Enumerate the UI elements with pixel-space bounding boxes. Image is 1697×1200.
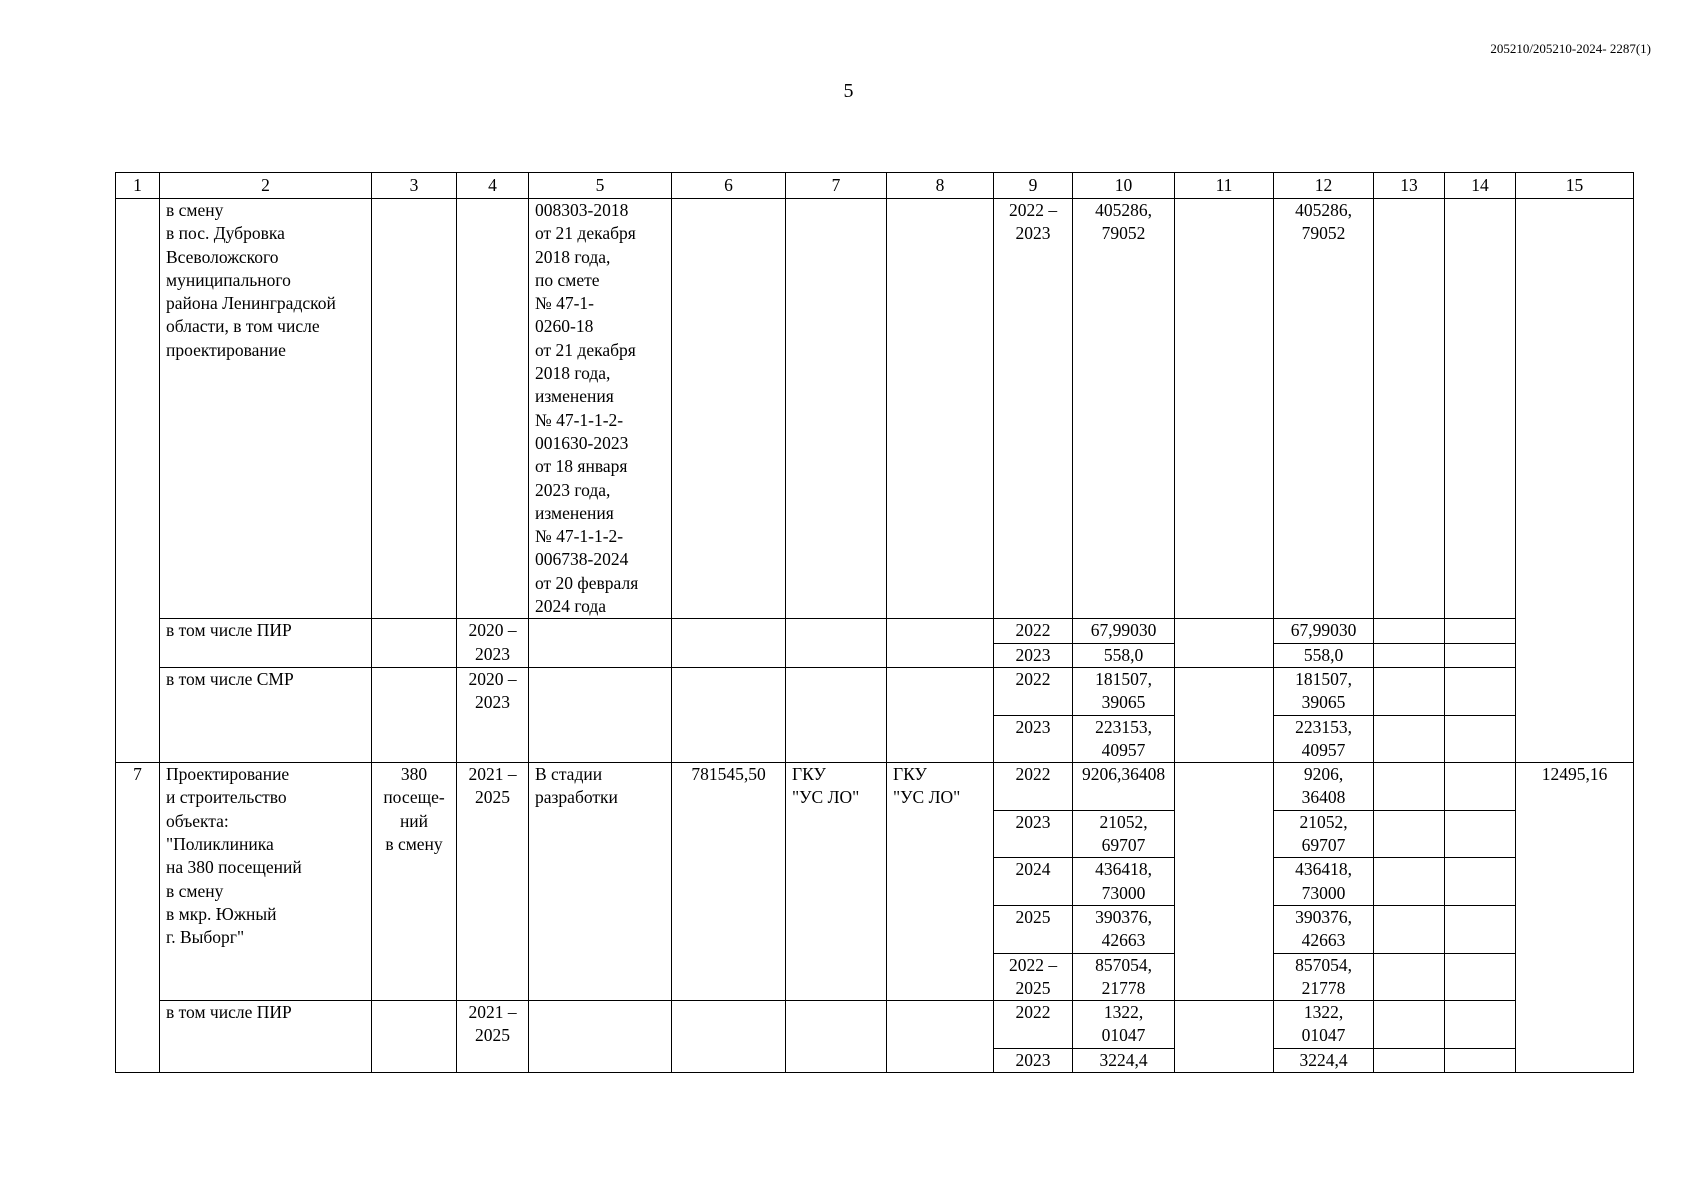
cell-line: 2024 — [1015, 859, 1051, 880]
col14-cell — [1445, 1001, 1516, 1049]
table-row — [116, 1001, 1634, 1049]
column-header: 11 — [1175, 173, 1274, 199]
year-cell: 2023 — [994, 1048, 1073, 1072]
cell-line: 2023 — [475, 643, 510, 664]
col12-cell — [1274, 715, 1374, 763]
col14-cell — [1445, 619, 1516, 643]
cell-line: 2021 – — [468, 1002, 517, 1023]
col13-cell — [1374, 810, 1445, 858]
year-cell — [994, 905, 1073, 953]
documentation-cell — [529, 199, 672, 619]
developer-cell — [887, 619, 994, 668]
cell-line: 390376, — [1095, 906, 1152, 927]
col14-cell — [1445, 858, 1516, 906]
cell-line: 380 — [400, 764, 428, 785]
col12-cell — [1274, 953, 1374, 1001]
col10-cell — [1073, 953, 1175, 1001]
cell-line: 181507, — [1295, 668, 1352, 689]
cost-cell — [672, 199, 786, 619]
cell-line: ГКУ — [792, 764, 826, 785]
column-header: 15 — [1516, 173, 1634, 199]
col12-cell: 67,99030 — [1274, 619, 1374, 643]
cell-line: 9206, — [1303, 764, 1344, 785]
period-cell — [457, 667, 529, 762]
column-header: 4 — [457, 173, 529, 199]
cell-line: г. Выборг" — [166, 927, 245, 948]
smr-label-cell: в том числе СМР — [160, 667, 372, 762]
pir-label-cell: в том числе ПИР — [160, 1001, 372, 1073]
cell-line: № 47-1-1-2- — [535, 409, 624, 430]
table-row — [116, 763, 1634, 811]
col13-cell — [1374, 667, 1445, 715]
cell-line: 0260-18 — [535, 316, 594, 337]
cell-line: Проектирование — [166, 764, 290, 785]
cell-line: 36408 — [1301, 787, 1346, 808]
col12-cell — [1274, 810, 1374, 858]
cell-line: 2020 – — [468, 668, 517, 689]
col15-cell: 12495,16 — [1516, 763, 1634, 1073]
cell-line: 2018 года, — [535, 246, 611, 267]
cell-line: 2023 — [1015, 811, 1051, 832]
cell-line: в пос. Дубровка — [166, 223, 285, 244]
cell-line: В стадии — [535, 764, 603, 785]
cell-line: 2023 — [475, 692, 510, 713]
object-name-cell — [160, 763, 372, 1001]
col13-cell — [1374, 905, 1445, 953]
capacity-cell — [372, 667, 457, 762]
cell-line: Всеволожского — [166, 246, 279, 267]
row-number-cell: 7 — [116, 763, 160, 1073]
cell-line: 3224,4 — [1299, 1049, 1348, 1070]
cell-line: 2023 года, — [535, 479, 611, 500]
col11-cell — [1175, 667, 1274, 762]
col13-cell — [1374, 953, 1445, 1001]
year-cell: 2023 — [994, 715, 1073, 763]
cell-line: ний — [399, 810, 429, 831]
col13-cell — [1374, 763, 1445, 811]
table-row — [116, 667, 1634, 715]
cell-line: "УС ЛО" — [893, 787, 961, 808]
col11-cell — [1175, 199, 1274, 619]
row-number-cell — [116, 199, 160, 763]
developer-cell — [887, 1001, 994, 1073]
cell-line: 21778 — [1301, 977, 1346, 998]
documentation-cell — [529, 619, 672, 668]
column-header: 6 — [672, 173, 786, 199]
col14-cell — [1445, 667, 1516, 715]
cell-line: 2018 года, — [535, 363, 611, 384]
cell-line: 223153, — [1095, 716, 1152, 737]
customer-cell — [786, 667, 887, 762]
cell-line: 21052, — [1299, 811, 1348, 832]
col13-cell — [1374, 619, 1445, 643]
col13-cell — [1374, 1048, 1445, 1072]
cell-line: № 47-1- — [535, 293, 594, 314]
col14-cell — [1445, 810, 1516, 858]
col12-cell — [1274, 667, 1374, 715]
cell-line: 390376, — [1295, 906, 1352, 927]
cell-line: 2021 – — [468, 764, 517, 785]
col11-cell — [1175, 763, 1274, 1001]
year-cell — [994, 199, 1073, 619]
cell-line: 008303-2018 — [535, 200, 629, 220]
period-cell — [457, 619, 529, 668]
cell-line: 01047 — [1301, 1025, 1346, 1046]
developer-cell — [887, 667, 994, 762]
col14-cell — [1445, 1048, 1516, 1072]
column-header: 1 — [116, 173, 160, 199]
cell-line: 405286, — [1295, 200, 1352, 220]
col10-cell — [1073, 858, 1175, 906]
col14-cell — [1445, 905, 1516, 953]
col12-cell — [1274, 763, 1374, 811]
year-cell — [994, 763, 1073, 811]
cell-line: 181507, — [1095, 668, 1152, 689]
cell-line: 2025 — [475, 1025, 510, 1046]
year-cell — [994, 953, 1073, 1001]
cell-line: от 21 декабря — [535, 223, 636, 244]
year-cell — [994, 858, 1073, 906]
cell-line: 73000 — [1101, 882, 1146, 903]
year-cell: 2023 — [994, 643, 1073, 667]
cell-line: от 20 февраля — [535, 572, 639, 593]
pir-label-cell: в том числе ПИР — [160, 619, 372, 668]
column-header: 3 — [372, 173, 457, 199]
cell-line: 001630-2023 — [535, 432, 629, 453]
col13-cell — [1374, 199, 1445, 619]
cost-cell — [672, 619, 786, 668]
cell-line: 79052 — [1301, 223, 1346, 244]
cell-line: области, в том числе — [166, 316, 320, 337]
developer-cell — [887, 763, 994, 1001]
col15-cell — [1516, 199, 1634, 763]
status-cell — [529, 763, 672, 1001]
cell-line: 857054, — [1295, 954, 1352, 975]
cost-cell: 781545,50 — [672, 763, 786, 1001]
object-name-cell — [160, 199, 372, 619]
column-header: 5 — [529, 173, 672, 199]
col10-cell — [1073, 810, 1175, 858]
col12-cell — [1274, 1048, 1374, 1072]
cell-line: изменения — [535, 502, 614, 523]
documentation-cell — [529, 1001, 672, 1073]
column-header: 10 — [1073, 173, 1175, 199]
cost-cell — [672, 667, 786, 762]
col13-cell — [1374, 715, 1445, 763]
cell-line: 42663 — [1101, 930, 1146, 951]
customer-cell — [786, 619, 887, 668]
cell-line: "Поликлиника — [166, 834, 274, 855]
col13-cell — [1374, 858, 1445, 906]
year-cell — [994, 810, 1073, 858]
cell-line: изменения — [535, 386, 614, 407]
col14-cell — [1445, 763, 1516, 811]
cell-line: 2022 — [1015, 764, 1051, 785]
column-header: 14 — [1445, 173, 1516, 199]
table-row — [116, 199, 1634, 619]
col12-cell — [1274, 1001, 1374, 1049]
col11-cell — [1175, 619, 1274, 668]
cell-line: в мкр. Южный — [166, 903, 277, 924]
col14-cell — [1445, 643, 1516, 667]
period-cell — [457, 1001, 529, 1073]
column-number-header — [116, 173, 1634, 199]
table-row — [116, 619, 1634, 643]
col10-cell — [1073, 667, 1175, 715]
cell-line: от 18 января — [535, 456, 628, 477]
cell-line: 3224,4 — [1099, 1049, 1148, 1070]
col10-cell — [1073, 715, 1175, 763]
cell-line: 9206,36408 — [1081, 764, 1166, 785]
capacity-cell — [372, 763, 457, 1001]
year-cell: 2022 — [994, 667, 1073, 715]
cell-line: 73000 — [1301, 882, 1346, 903]
col10-cell — [1073, 1048, 1175, 1072]
col10-cell — [1073, 763, 1175, 811]
cell-line: 857054, — [1095, 954, 1152, 975]
col11-cell — [1175, 1001, 1274, 1073]
cell-line: 006738-2024 — [535, 549, 629, 570]
col14-cell — [1445, 199, 1516, 619]
cell-line: по смете — [535, 269, 600, 290]
col12-cell — [1274, 858, 1374, 906]
developer-cell — [887, 199, 994, 619]
cell-line: 40957 — [1301, 739, 1346, 760]
cell-line: 39065 — [1101, 692, 1146, 713]
customer-cell — [786, 199, 887, 619]
cell-line: и строительство — [166, 787, 287, 808]
cell-line: на 380 посещений — [166, 857, 302, 878]
cell-line: 2025 — [1015, 906, 1051, 927]
customer-cell — [786, 763, 887, 1001]
cell-line: 01047 — [1101, 1025, 1146, 1046]
cell-line: в смену — [166, 880, 224, 901]
cell-line: 436418, — [1295, 859, 1352, 880]
cell-line: 2022 – — [1008, 200, 1058, 220]
capacity-cell — [372, 619, 457, 668]
cell-line: 42663 — [1301, 930, 1346, 951]
cell-line: 2025 — [1015, 977, 1051, 998]
column-header: 13 — [1374, 173, 1445, 199]
col14-cell — [1445, 953, 1516, 1001]
cell-line: 69707 — [1301, 835, 1346, 856]
cell-line: 436418, — [1095, 859, 1152, 880]
cell-line: 40957 — [1101, 739, 1146, 760]
col12-cell: 558,0 — [1274, 643, 1374, 667]
cell-line: в смену — [166, 200, 224, 220]
year-cell: 2022 — [994, 619, 1073, 643]
cell-line: 2024 года — [535, 596, 607, 617]
cell-line: № 47-1-1-2- — [535, 526, 624, 547]
cell-line: 21778 — [1101, 977, 1146, 998]
cell-line: посеще- — [383, 787, 445, 808]
capacity-cell — [372, 199, 457, 619]
col13-cell — [1374, 1001, 1445, 1049]
col10-cell — [1073, 905, 1175, 953]
cell-line: 69707 — [1101, 835, 1146, 856]
col13-cell — [1374, 643, 1445, 667]
cell-line: 39065 — [1301, 692, 1346, 713]
col14-cell — [1445, 715, 1516, 763]
cell-line: проектирование — [166, 339, 286, 360]
cell-line: 21052, — [1099, 811, 1148, 832]
cell-line: разработки — [535, 787, 618, 808]
period-cell — [457, 763, 529, 1001]
col12-cell — [1274, 199, 1374, 619]
col10-cell — [1073, 199, 1175, 619]
cell-line: объекта: — [166, 810, 229, 831]
program-table — [115, 172, 1634, 1073]
period-cell — [457, 199, 529, 619]
cell-line: 2020 – — [468, 620, 517, 641]
column-header: 8 — [887, 173, 994, 199]
cell-line: в смену — [385, 834, 443, 855]
customer-cell — [786, 1001, 887, 1073]
cell-line: 405286, — [1095, 200, 1152, 220]
year-cell: 2022 — [994, 1001, 1073, 1049]
cell-line: муниципального — [166, 269, 291, 290]
col10-cell — [1073, 1001, 1175, 1049]
cell-line: района Ленинградской — [166, 293, 336, 314]
cell-line: 1322, — [1303, 1002, 1344, 1023]
cell-line: 2025 — [475, 787, 510, 808]
page-number: 5 — [843, 80, 854, 102]
cell-line: ГКУ — [893, 764, 927, 785]
column-header: 12 — [1274, 173, 1374, 199]
documentation-cell — [529, 667, 672, 762]
cell-line: 223153, — [1295, 716, 1352, 737]
col12-cell — [1274, 905, 1374, 953]
col10-cell: 558,0 — [1073, 643, 1175, 667]
cost-cell — [672, 1001, 786, 1073]
cell-line: 2023 — [1015, 223, 1051, 244]
column-header: 2 — [160, 173, 372, 199]
cell-line: от 21 декабря — [535, 339, 636, 360]
cell-line: 2022 – — [1008, 954, 1058, 975]
cell-line: "УС ЛО" — [792, 787, 860, 808]
column-header: 9 — [994, 173, 1073, 199]
cell-line: 79052 — [1101, 223, 1146, 244]
capacity-cell — [372, 1001, 457, 1073]
document-id: 205210/205210-2024- 2287(1) — [1490, 41, 1651, 56]
column-header: 7 — [786, 173, 887, 199]
cell-line: 1322, — [1103, 1002, 1144, 1023]
col10-cell: 67,99030 — [1073, 619, 1175, 643]
